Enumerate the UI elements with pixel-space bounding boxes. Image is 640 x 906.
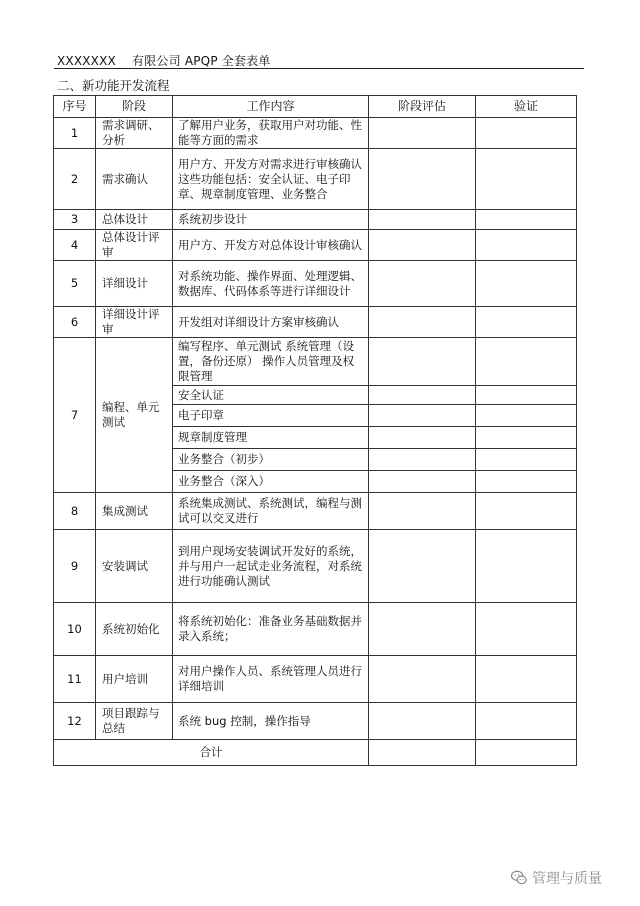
row-verification[interactable] bbox=[476, 230, 577, 261]
total-label: 合计 bbox=[54, 740, 369, 766]
row-stage: 详细设计 bbox=[96, 261, 173, 307]
row-stage: 安装调试 bbox=[96, 530, 173, 603]
row-evaluation[interactable] bbox=[369, 603, 476, 656]
row-stage: 需求确认 bbox=[96, 149, 173, 210]
row-content: 开发组对详细设计方案审核确认 bbox=[173, 307, 369, 338]
row-content: 业务整合（深入） bbox=[173, 471, 369, 493]
table-row bbox=[54, 493, 577, 530]
row-content: 规章制度管理 bbox=[173, 427, 369, 449]
row-verification[interactable] bbox=[476, 118, 577, 149]
header-divider bbox=[54, 68, 584, 69]
row-evaluation[interactable] bbox=[369, 703, 476, 740]
row-content: 安全认证 bbox=[173, 386, 369, 405]
content-line: 这些功能包括：安全认证、电子印章、规章制度管理、业务整合 bbox=[178, 171, 351, 201]
table-total-row bbox=[54, 740, 577, 766]
row-stage: 项目跟踪与总结 bbox=[96, 703, 173, 740]
row-evaluation[interactable] bbox=[369, 427, 476, 449]
row-content: 用户方、开发方对总体设计审核确认 bbox=[173, 230, 369, 261]
row-evaluation[interactable] bbox=[369, 405, 476, 427]
watermark bbox=[510, 868, 602, 888]
row-verification[interactable] bbox=[476, 149, 577, 210]
table-row bbox=[54, 703, 577, 740]
row-number: 8 bbox=[54, 493, 96, 530]
row-content: 将系统初始化：准备业务基础数据并录入系统； bbox=[173, 603, 369, 656]
row-evaluation[interactable] bbox=[369, 449, 476, 471]
row-number: 3 bbox=[54, 210, 96, 230]
row-verification[interactable] bbox=[476, 210, 577, 230]
row-content: 系统初步设计 bbox=[173, 210, 369, 230]
row-verification[interactable] bbox=[476, 493, 577, 530]
row-stage: 集成测试 bbox=[96, 493, 173, 530]
row-evaluation[interactable] bbox=[369, 149, 476, 210]
row-content: 到用户现场安装调试开发好的系统，并与用户一起试走业务流程，对系统进行功能确认测试 bbox=[173, 530, 369, 603]
row-evaluation[interactable] bbox=[369, 493, 476, 530]
col-header-content: 工作内容 bbox=[173, 96, 369, 118]
row-verification[interactable] bbox=[476, 338, 577, 386]
col-header-no: 序号 bbox=[54, 96, 96, 118]
header-suffix: 有限公司 APQP 全套表单 bbox=[132, 54, 271, 68]
col-header-stage: 阶段 bbox=[96, 96, 173, 118]
row-evaluation[interactable] bbox=[369, 338, 476, 386]
table-row bbox=[54, 118, 577, 149]
row-verification[interactable] bbox=[476, 261, 577, 307]
row-number: 2 bbox=[54, 149, 96, 210]
table-row bbox=[54, 210, 577, 230]
row-content: 对用户操作人员、系统管理人员进行详细培训 bbox=[173, 656, 369, 703]
row-verification[interactable] bbox=[476, 703, 577, 740]
table-row bbox=[54, 261, 577, 307]
row-verification[interactable] bbox=[476, 386, 577, 405]
row-verification[interactable] bbox=[476, 656, 577, 703]
row-stage: 需求调研、分析 bbox=[96, 118, 173, 149]
table-row bbox=[54, 307, 577, 338]
row-number: 1 bbox=[54, 118, 96, 149]
row-stage: 系统初始化 bbox=[96, 603, 173, 656]
row-evaluation[interactable] bbox=[369, 210, 476, 230]
row-verification[interactable] bbox=[476, 603, 577, 656]
row-stage: 编程、单元测试 bbox=[96, 338, 173, 493]
row-number: 4 bbox=[54, 230, 96, 261]
section-title: 二、新功能开发流程 bbox=[57, 78, 170, 93]
row-evaluation[interactable] bbox=[369, 261, 476, 307]
row-content: 系统 bug 控制，操作指导 bbox=[173, 703, 369, 740]
content-line: 用户方、开发方对需求进行审核确认 bbox=[178, 156, 362, 171]
row-verification[interactable] bbox=[476, 405, 577, 427]
row-evaluation[interactable] bbox=[369, 530, 476, 603]
table-row bbox=[54, 603, 577, 656]
row-number: 9 bbox=[54, 530, 96, 603]
row-content: 对系统功能、操作界面、处理逻辑、数据库、代码体系等进行详细设计 bbox=[173, 261, 369, 307]
table-row bbox=[54, 656, 577, 703]
row-stage: 详细设计评审 bbox=[96, 307, 173, 338]
row-verification[interactable] bbox=[476, 427, 577, 449]
wechat-icon bbox=[510, 869, 528, 887]
watermark-text: 管理与质量 bbox=[532, 871, 602, 887]
document-header bbox=[57, 52, 584, 69]
row-content: 电子印章 bbox=[173, 405, 369, 427]
table-row bbox=[54, 149, 577, 210]
row-number: 11 bbox=[54, 656, 96, 703]
table-header-row bbox=[54, 96, 577, 118]
process-table bbox=[53, 95, 577, 766]
table-row bbox=[54, 230, 577, 261]
total-verification[interactable] bbox=[476, 740, 577, 766]
col-header-evaluation: 阶段评估 bbox=[369, 96, 476, 118]
table-row bbox=[54, 338, 577, 386]
col-header-verification: 验证 bbox=[476, 96, 577, 118]
row-evaluation[interactable] bbox=[369, 307, 476, 338]
table-row bbox=[54, 530, 577, 603]
total-evaluation[interactable] bbox=[369, 740, 476, 766]
row-evaluation[interactable] bbox=[369, 471, 476, 493]
row-evaluation[interactable] bbox=[369, 230, 476, 261]
row-content bbox=[173, 149, 369, 210]
row-content: 业务整合（初步） bbox=[173, 449, 369, 471]
row-number: 10 bbox=[54, 603, 96, 656]
row-content: 编写程序、单元测试 系统管理（设置，备份还原） 操作人员管理及权限管理 bbox=[173, 338, 369, 386]
row-content: 系统集成测试、系统测试，编程与测试可以交叉进行 bbox=[173, 493, 369, 530]
company-name: XXXXXXX bbox=[57, 54, 116, 68]
row-stage: 总体设计 bbox=[96, 210, 173, 230]
row-number: 12 bbox=[54, 703, 96, 740]
row-evaluation[interactable] bbox=[369, 118, 476, 149]
row-stage: 用户培训 bbox=[96, 656, 173, 703]
row-evaluation[interactable] bbox=[369, 386, 476, 405]
row-number: 5 bbox=[54, 261, 96, 307]
row-evaluation[interactable] bbox=[369, 656, 476, 703]
row-verification[interactable] bbox=[476, 449, 577, 471]
row-verification[interactable] bbox=[476, 530, 577, 603]
row-verification[interactable] bbox=[476, 471, 577, 493]
row-stage: 总体设计评审 bbox=[96, 230, 173, 261]
row-number: 7 bbox=[54, 338, 96, 493]
row-verification[interactable] bbox=[476, 307, 577, 338]
row-number: 6 bbox=[54, 307, 96, 338]
row-content: 了解用户业务，获取用户对功能、性能等方面的需求 bbox=[173, 118, 369, 149]
